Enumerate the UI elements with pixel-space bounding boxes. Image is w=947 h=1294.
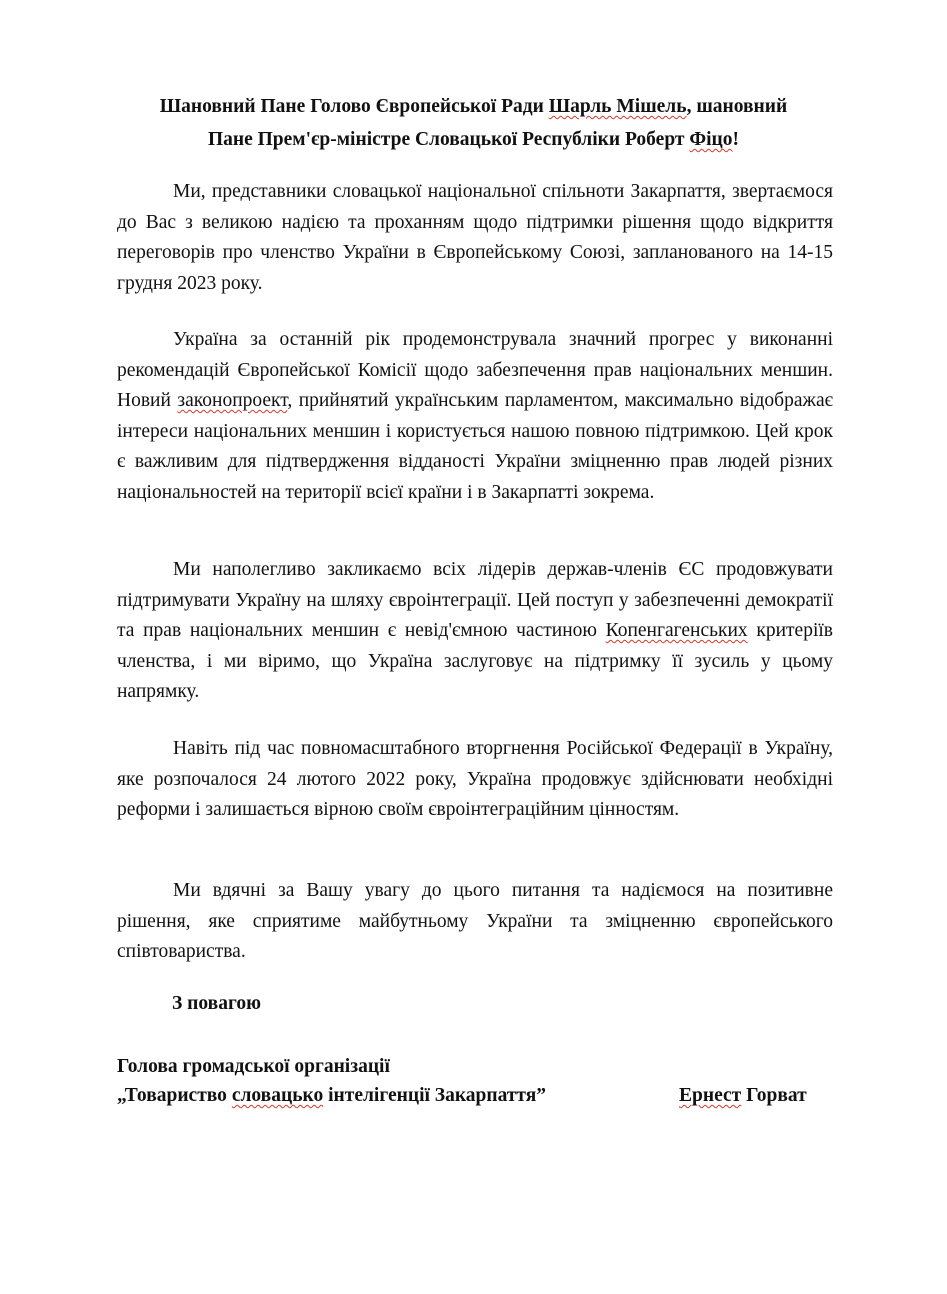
letter-heading xyxy=(100,90,847,156)
paragraph-3 xyxy=(117,555,833,708)
signatory-surname: Горват xyxy=(741,1085,807,1106)
heading-line-1 xyxy=(100,90,847,123)
heading-text: Пане Прем'єр-міністре Словацької Республіки Роберт xyxy=(207,129,690,150)
misspelled-name: Шарль Мішель xyxy=(548,96,687,117)
paragraph-2 xyxy=(117,325,833,509)
signatory-name xyxy=(679,1081,807,1110)
heading-line-2 xyxy=(100,123,847,156)
paragraph-5: Ми вдячні за Вашу увагу до цього питання та надіємося на позитивне рішення, яке сприятиме майбутньому України та зміцненню європейського співтовариства. xyxy=(117,880,833,963)
paragraph-text: Україна за останній рік продемонструвала значний прогрес у виконанні рекомендацій Європейської Комісії щодо забезпечення прав національних меншин. Новий xyxy=(117,329,833,412)
misspelled-word: Копенгагенських xyxy=(605,620,748,642)
signature-title-line-1: Голова громадської організації xyxy=(117,1056,390,1077)
paragraph-text: Ми наполегливо закликаємо всіх лідерів держав-членів ЄС продовжувати підтримувати Україну на шляху євроінтеграції. Цей поступ у забезпеченні демократії та прав національних меншин є невід'ємною частиною xyxy=(117,559,833,642)
signature-title xyxy=(117,1052,546,1110)
misspelled-word: законопроект xyxy=(177,390,288,412)
paragraph-1: Ми, представники словацької національної спільноти Закарпаття, звертаємося до Вас з великою надією та проханням щодо підтримки рішення щодо відкриття переговорів про членство України в Європейському Союзі, запланованого на 14-15 грудня 2023 року. xyxy=(117,181,833,294)
closing-phrase: З повагою xyxy=(172,993,261,1014)
signature-title-line-2 xyxy=(117,1081,546,1110)
misspelled-word: словацько xyxy=(231,1085,324,1106)
heading-text: ! xyxy=(732,129,740,150)
heading-text: , шановний xyxy=(686,96,788,117)
signature-text: „Товариство xyxy=(117,1085,232,1106)
paragraph-text: , прийнятий українським парламентом, максимально відображає інтереси національних меншин і користується нашою повною підтримкою. Цей крок є важливим для підтвердження відданості України зміцненню прав людей різних національностей на території всієї країни і в Закарпатті зокрема. xyxy=(117,390,833,503)
signature-text: інтелігенції Закарпаття” xyxy=(323,1085,547,1106)
misspelled-name: Фіцо xyxy=(689,129,733,150)
misspelled-name: Ернест xyxy=(679,1085,742,1106)
paragraph-text: критеріїв членства, і ми віримо, що Україна заслуговує на підтримку її зусиль у цьому напрямку. xyxy=(117,620,833,703)
heading-text: Шановний Пане Голово Європейської Ради xyxy=(159,96,549,117)
paragraph-4: Навіть під час повномасштабного вторгнення Російської Федерації в Україну, яке розпочалося 24 лютого 2022 року, Україна продовжує здійснювати необхідні реформи і залишається вірною своїм євроінтеграційним цінностям. xyxy=(117,738,833,821)
